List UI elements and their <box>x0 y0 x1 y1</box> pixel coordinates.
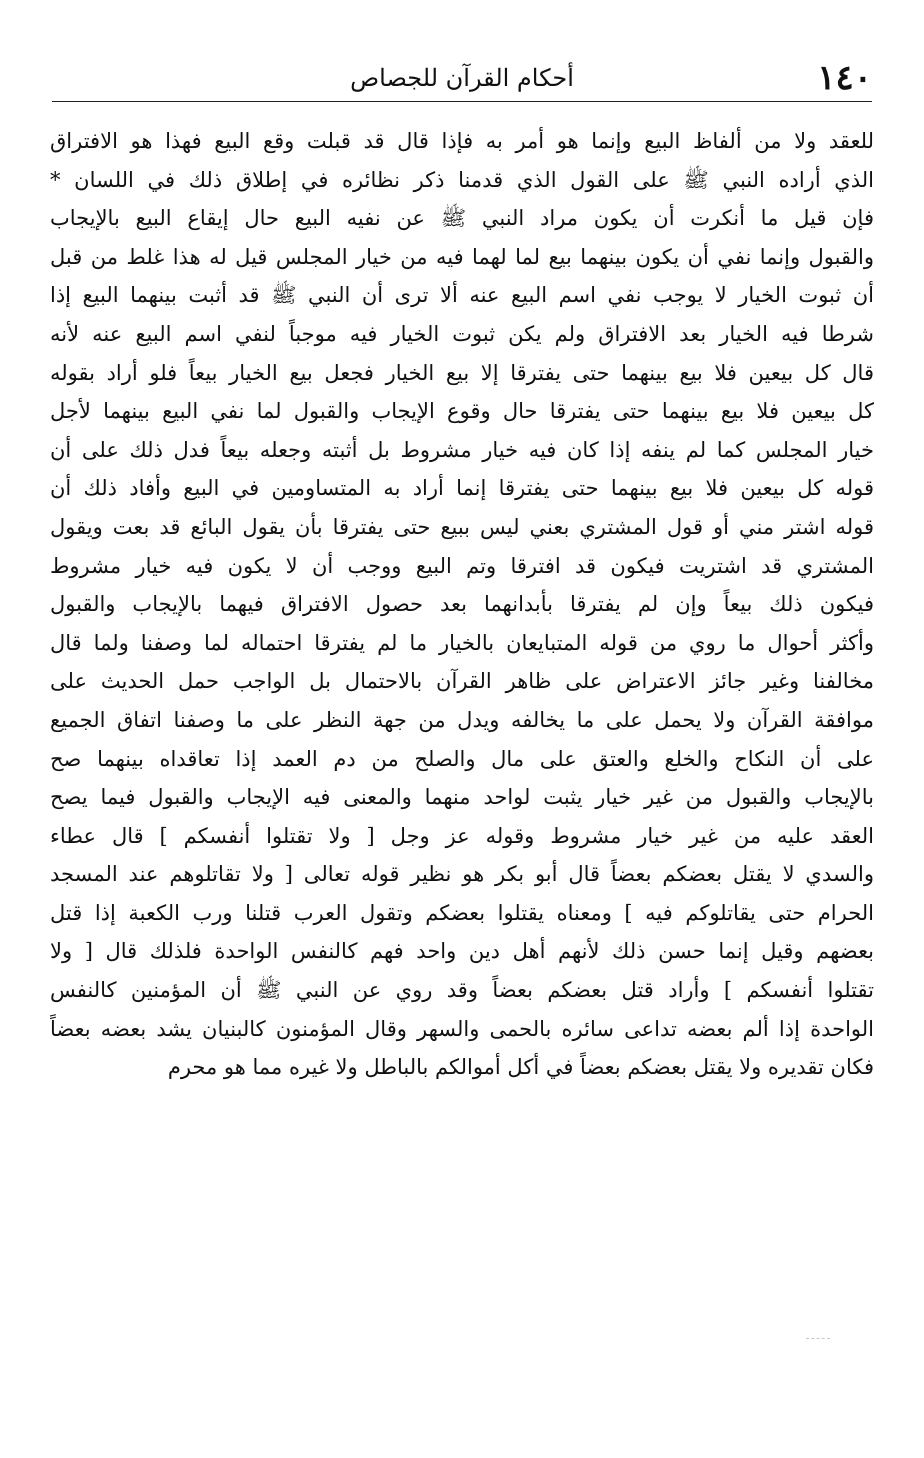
text-line: الذي أراده النبي ﷺ على القول الذي قدمنا ذكر نظائره في إطلاق ذلك في اللسان * <box>50 167 874 192</box>
text-line: بالإيجاب والقبول من غير خيار يثبت لواحد منهما والمعنى فيه الإيجاب والقبول فيما يصح <box>50 785 874 810</box>
text-line: موافقة القرآن ولا يحمل على ما يخالفه ويدل من جهة النظر على ما وصفنا اتفاق الجميع <box>50 707 874 732</box>
text-line: والسدي لا يقتل بعضكم بعضاً قال أبو بكر هو نظير قوله تعالى [ ولا تقاتلوهم عند المسجد <box>50 862 874 887</box>
text-line: المشتري قد اشتريت فيكون قد افترقا وتم البيع ووجب أن لا يكون فيه خيار مشروط <box>50 553 874 578</box>
text-line: الحرام حتى يقاتلوكم فيه ] ومعناه يقتلوا بعضكم وتقول العرب قتلنا ورب الكعبة إذا قتل <box>50 900 874 925</box>
page-number: ١٤٠ <box>817 58 872 98</box>
page-header <box>52 56 872 100</box>
text-line: فيكون ذلك بيعاً وإن لم يفترقا بأبدانهما بعد حصول الافتراق فيهما بالإيجاب والقبول <box>50 592 874 617</box>
text-line: قوله اشتر مني أو قول المشتري بعني ليس ببيع حتى يفترقا بأن يقول البائع قد بعت ويقول <box>50 514 874 539</box>
text-line: بعضهم وقيل إنما حسن ذلك لأنهم أهل دين واحد فهم كالنفس الواحدة فلذلك قال [ ولا <box>50 939 874 964</box>
text-line: فإن قيل ما أنكرت أن يكون مراد النبي ﷺ عن نفيه البيع حال إيقاع البيع بالإيجاب <box>50 206 874 231</box>
text-line: شرطا فيه الخيار بعد الافتراق ولم يكن ثبوت الخيار فيه موجباً لنفي اسم البيع عنه لأنه <box>50 321 874 346</box>
body-text <box>50 122 874 1087</box>
text-line: كل بيعين فلا بيع بينهما حتى يفترقا حال وقوع الإيجاب والقبول لما نفي البيع بينهما لأجل <box>50 399 874 424</box>
text-line: أن ثبوت الخيار لا يوجب نفي اسم البيع عنه ألا ترى أن النبي ﷺ قد أثبت بينهما البيع إذا <box>50 283 874 308</box>
text-line: قوله كل بيعين فلا بيع بينهما حتى يفترقا إنما أراد به المتساومين في البيع وأفاد ذلك أن <box>50 476 874 501</box>
text-line: قال كل بيعين فلا بيع بينهما حتى يفترقا إلا بيع الخيار فجعل بيع الخيار بيعاً فلو أراد بقوله <box>50 360 874 385</box>
text-line: خيار المجلس كما لم ينفه إذا كان فيه خيار مشروط بل أثبته وجعله بيعاً فدل ذلك على أن <box>50 437 874 462</box>
running-title: أحكام القرآن للجصاص <box>350 64 574 92</box>
text-line: للعقد ولا من ألفاظ البيع وإنما هو أمر به فإذا قال قد قبلت وقع البيع فهذا هو الافتراق <box>50 129 874 153</box>
header-rule <box>52 101 872 102</box>
text-line: والقبول وإنما نفي أن يكون بينهما بيع لما لهما فيه من خيار المجلس قيل له هذا غلط من قبل <box>50 244 874 269</box>
text-line: الواحدة إذا ألم بعضه تداعى سائره بالحمى والسهر وقال المؤمنون كالبنيان يشد بعضه بعضاً <box>50 1016 874 1041</box>
text-line: فكان تقديره ولا يقتل بعضكم بعضاً في أكل أموالكم بالباطل ولا غيره مما هو محرم <box>167 1055 874 1080</box>
text-line: تقتلوا أنفسكم ] وأراد قتل بعضكم بعضاً وقد روي عن النبي ﷺ أن المؤمنين كالنفس <box>50 978 874 1003</box>
text-line: مخالفنا وغير جائز الاعتراض على ظاهر القرآن بالاحتمال بل الواجب حمل الحديث على <box>50 669 874 694</box>
text-line: على أن النكاح والخلع والعتق على مال والصلح من دم العمد إذا تعاقداه بينهما صح <box>50 746 874 771</box>
text-line: وأكثر أحوال ما روي من قوله المتبايعان بالخيار ما لم يفترقا احتماله لما وصفنا ولما قال <box>50 630 874 655</box>
scan-artifact <box>806 1338 830 1339</box>
text-line: العقد عليه من غير خيار مشروط وقوله عز وجل [ ولا تقتلوا أنفسكم ] قال عطاء <box>50 823 874 848</box>
